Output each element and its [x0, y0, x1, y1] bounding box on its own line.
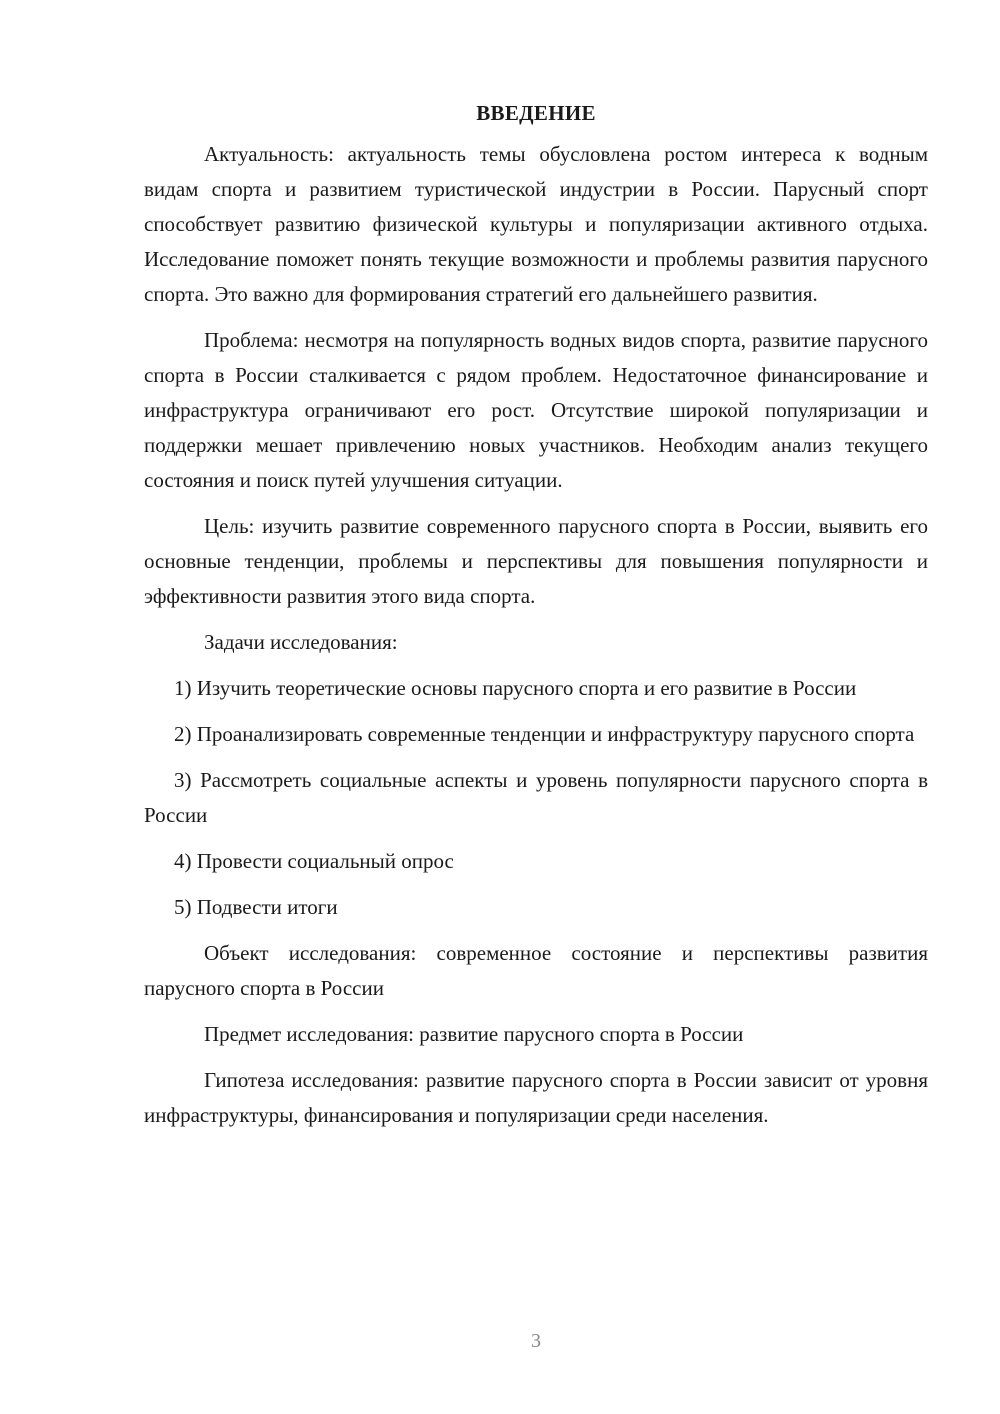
problem-paragraph: Проблема: несмотря на популярность водных видов спорта, развитие парусного спорта в России сталкивается с рядом проблем. Недостаточное финансирование и инфраструктура ограничивают его рост. Отсутствие широкой популяризации и поддержки мешает привлечению новых участников. Необходим анализ текущего состояния и поиск путей улучшения ситуации.: [144, 328, 928, 492]
page-number: 3: [531, 1330, 541, 1352]
section-title: ВВЕДЕНИЕ: [476, 101, 596, 125]
document-body: [144, 96, 928, 1144]
task-item-2: 2) Проанализировать современные тенденции и инфраструктуру парусного спорта: [174, 722, 915, 746]
task-item-3: 3) Рассмотреть социальные аспекты и уровень популярности парусного спорта в России: [144, 768, 928, 827]
relevance-paragraph: Актуальность: актуальность темы обусловлена ростом интереса к водным видам спорта и развитием туристической индустрии в России. Парусный спорт способствует развитию физической культуры и популяризации активного отдыха. Исследование поможет понять текущие возможности и проблемы развития парусного спорта. Это важно для формирования стратегий его дальнейшего развития.: [144, 142, 928, 306]
task-item-1: 1) Изучить теоретические основы парусного спорта и его развитие в России: [174, 676, 857, 700]
hypothesis-paragraph: Гипотеза исследования: развитие парусного спорта в России зависит от уровня инфраструктуры, финансирования и популяризации среди населения.: [144, 1068, 928, 1127]
object-paragraph: Объект исследования: современное состояние и перспективы развития парусного спорта в России: [144, 941, 928, 1000]
task-item-5: 5) Подвести итоги: [174, 895, 338, 919]
task-item-4: 4) Провести социальный опрос: [174, 849, 454, 873]
subject-paragraph: Предмет исследования: развитие парусного спорта в России: [204, 1022, 744, 1046]
tasks-heading: Задачи исследования:: [204, 630, 398, 654]
goal-paragraph: Цель: изучить развитие современного парусного спорта в России, выявить его основные тенденции, проблемы и перспективы для повышения популярности и эффективности развития этого вида спорта.: [144, 514, 928, 608]
